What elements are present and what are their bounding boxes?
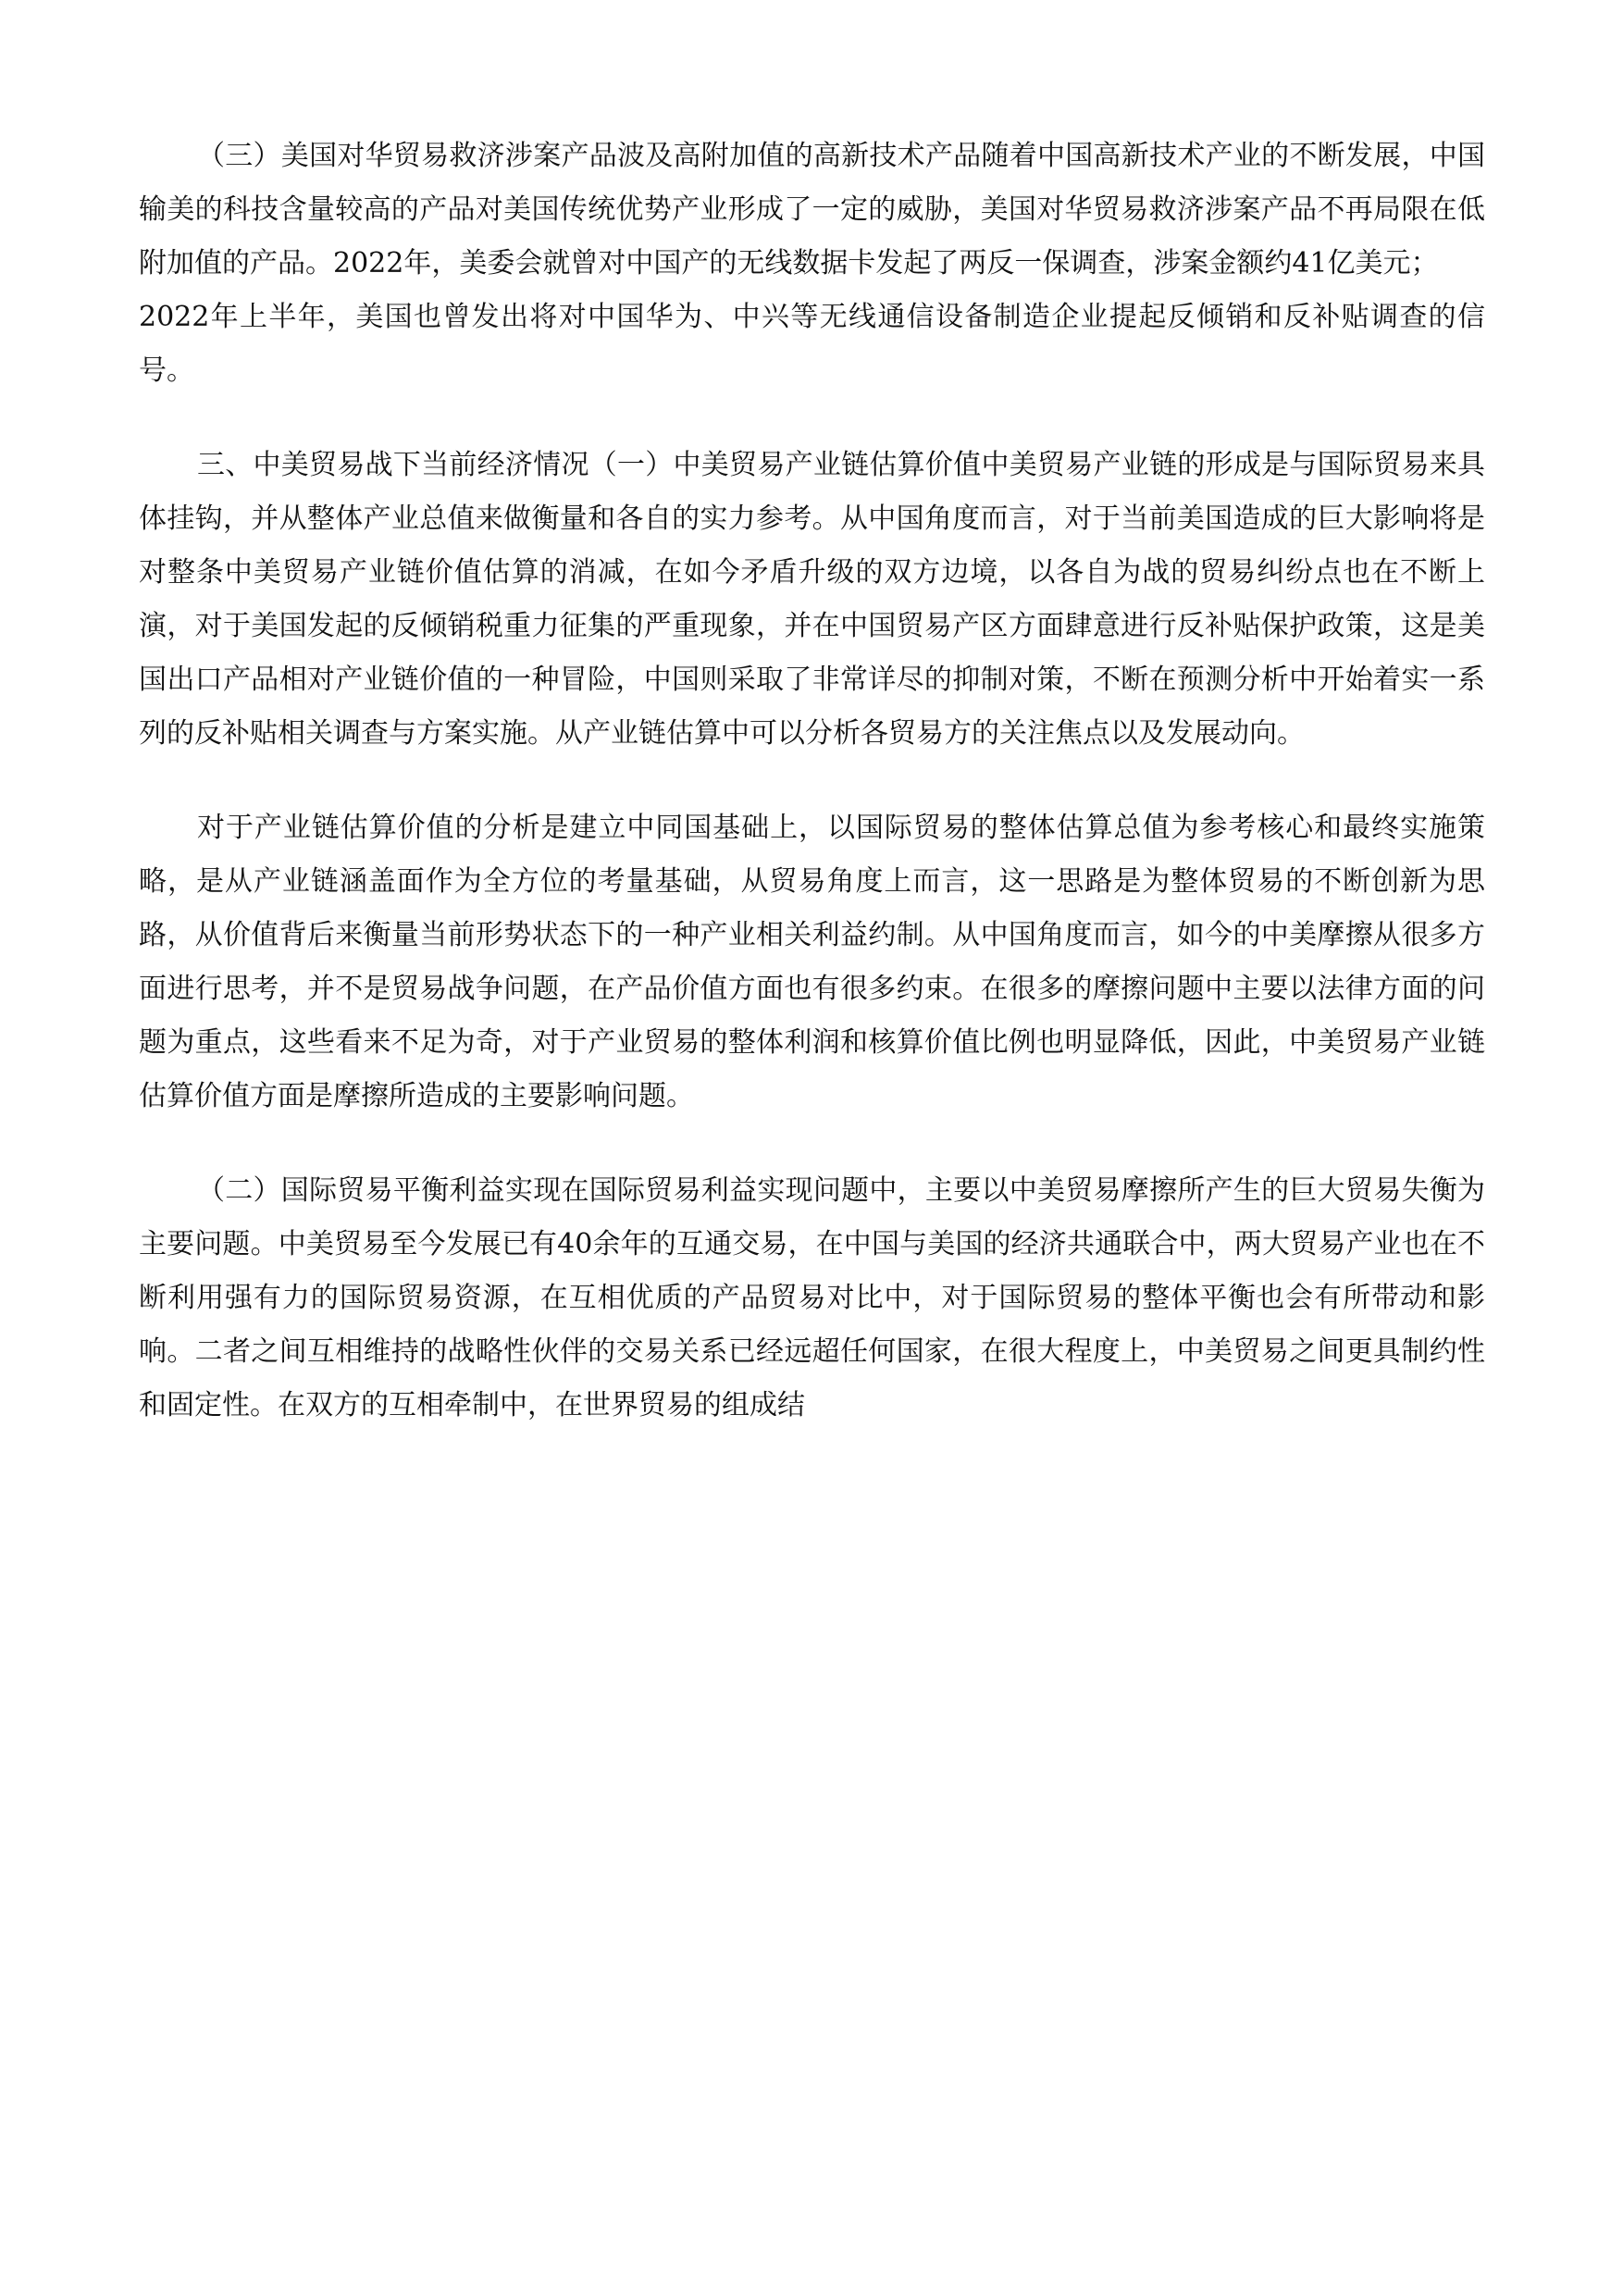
paragraph-industry-chain-value: 三、中美贸易战下当前经济情况（一）中美贸易产业链估算价值中美贸易产业链的形成是与国际贸易来具体挂钩，并从整体产业总值来做衡量和各自的实力参考。从中国角度而言，对于当前美国造成的巨大影响将是对整条中美贸易产业链价值估算的消减，在如今矛盾升级的双方边境，以各自为战的贸易纠纷点也在不断上演，对于美国发起的反倾销税重力征集的严重现象，并在中国贸易产区方面肆意进行反补贴保护政策，这是美国出口产品相对产业链价值的一种冒险，中国则采取了非常详尽的抑制对策，不断在预测分析中开始着实一系列的反补贴相关调查与方案实施。从产业链估算中可以分析各贸易方的关注焦点以及发展动向。 — [139, 449, 1485, 750]
paragraph-chain-value-analysis: 对于产业链估算价值的分析是建立中同国基础上，以国际贸易的整体估算总值为参考核心和最终实施策略，是从产业链涵盖面作为全方位的考量基础，从贸易角度上而言，这一思路是为整体贸易的不断创新为思路，从价值背后来衡量当前形势状态下的一种产业相关利益约制。从中国角度而言，如今的中美摩擦从很多方面进行思考，并不是贸易战争问题，在产品价值方面也有很多约束。在很多的摩擦问题中主要以法律方面的问题为重点，这些看来不足为奇，对于产业贸易的整体利润和核算价值比例也明显降低，因此，中美贸易产业链估算价值方面是摩擦所造成的主要影响问题。 — [139, 812, 1485, 1112]
document-body — [139, 130, 1485, 1433]
paragraph-trade-balance: （二）国际贸易平衡利益实现在国际贸易利益实现问题中，主要以中美贸易摩擦所产生的巨大贸易失衡为主要问题。中美贸易至今发展已有40余年的互通交易，在中国与美国的经济共通联合中，两大贸易产业也在不断利用强有力的国际贸易资源，在互相优质的产品贸易对比中，对于国际贸易的整体平衡也会有所带动和影响。二者之间互相维持的战略性伙伴的交易关系已经远超任何国家，在很大程度上，中美贸易之间更具制约性和固定性。在双方的互相牵制中，在世界贸易的组成结 — [139, 1174, 1485, 1421]
paragraph-huawei-zte-signal: 2022年上半年，美国也曾发出将对中国华为、中兴等无线通信设备制造企业提起反倾销和反补贴调查的信号。 — [139, 301, 1485, 387]
paragraph-trade-remedy-hightech: （三）美国对华贸易救济涉案产品波及高附加值的高新技术产品随着中国高新技术产业的不断发展，中国输美的科技含量较高的产品对美国传统优势产业形成了一定的威胁，美国对华贸易救济涉案产品不再局限在低附加值的产品。2022年，美委会就曾对中国产的无线数据卡发起了两反一保调查，涉案金额约41亿美元； — [139, 140, 1485, 279]
